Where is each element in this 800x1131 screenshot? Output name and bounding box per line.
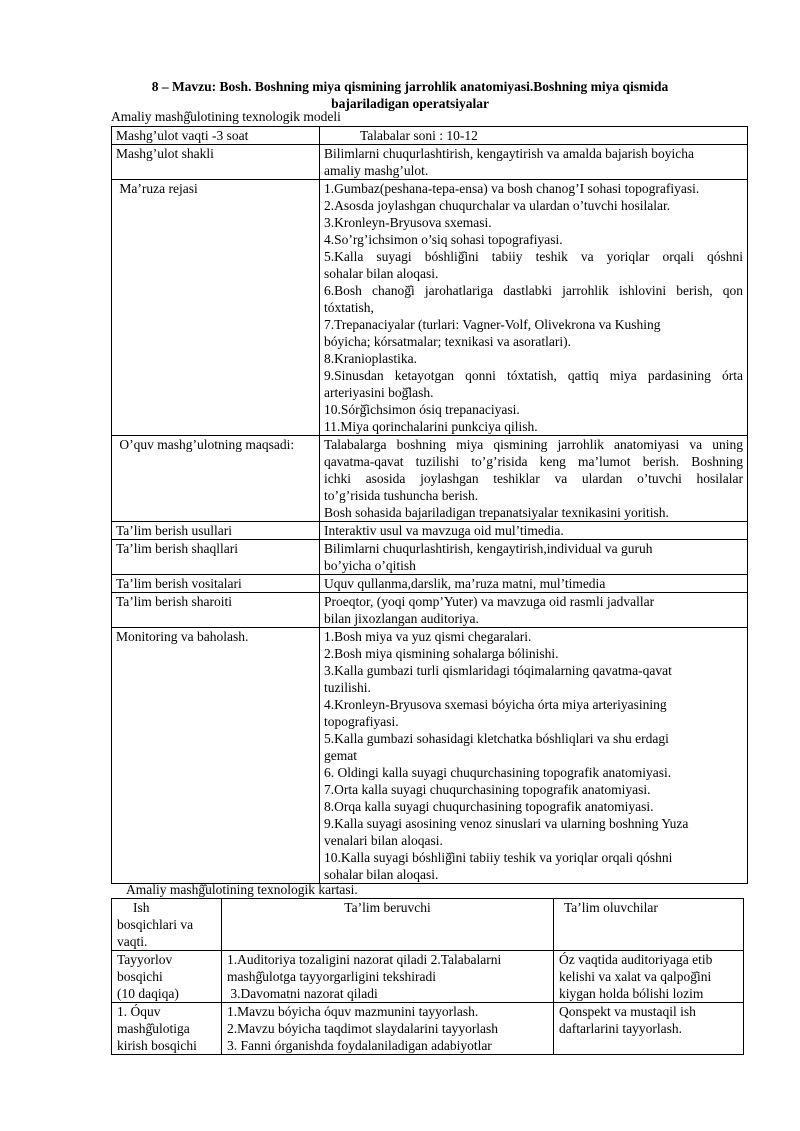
cell-line: Tayyorlov — [117, 952, 173, 967]
cell-line: bosqichi — [117, 969, 163, 984]
table-row — [112, 628, 748, 884]
header-line: bosqichlari va — [117, 917, 194, 932]
content-line: 4.Kronleyn-Bryusova sxemasi bóyicha órta miya arteriyasining — [324, 697, 667, 712]
row-content — [320, 540, 748, 575]
content-line: 5.Kalla gumbazi sohasidagi kletchatka bóshliqlari va shu erdagi — [324, 731, 669, 746]
model-caption: Amaliy mashĝ̂ulotining texnologik modeli — [111, 109, 341, 124]
content-line: gemat — [324, 748, 357, 763]
time-label: Mashg’ulot vaqti -3 soat — [116, 128, 249, 143]
content-line: Uquv qullanma,darslik, ma’ruza matni, mul’timedia — [324, 576, 606, 591]
cell-line: kirish bosqichi — [117, 1038, 197, 1053]
content-line: Bilimlarni chuqurlashtirish, kengaytirish va amalda bajarish boyicha — [324, 146, 695, 161]
table-row — [112, 180, 748, 436]
row-content — [320, 180, 748, 436]
teacher-cell — [222, 1003, 554, 1055]
content-line: tóxtatish, — [324, 300, 374, 315]
cell-line: mashĝ̂ulotiga — [117, 1021, 190, 1036]
content-line: 11.Miya qorinchalarini punkciya qilish. — [324, 419, 538, 434]
header-stage — [112, 899, 222, 951]
header-student — [554, 899, 744, 951]
content-line: ichki asosida joylashgan teshiklar va ulardan o’tuvchi hosilalar — [324, 471, 743, 486]
row-label: O’quv mashg’ulotning maqsadi: — [112, 436, 320, 522]
header-line: vaqti. — [117, 934, 148, 949]
row-label: Ta’lim berish sharoiti — [112, 593, 320, 628]
cell-line: daftarlarini tayyorlash. — [559, 1021, 682, 1036]
table-row — [112, 436, 748, 522]
cell-line: 3.Davomatni nazorat qiladi — [227, 986, 378, 1001]
content-line: Bilimlarni chuqurlashtirish, kengaytirish,individual va guruh — [324, 541, 653, 556]
title-line: bajariladigan operatsiyalar — [331, 96, 489, 111]
content-line: arteriyasini boğ̂lash. — [324, 385, 434, 400]
content-line: to’g’risida tushuncha berish. — [324, 488, 479, 503]
content-line: Bosh sohasida bajariladigan trepanatsiyalar texnikasini yoritish. — [324, 505, 669, 520]
table-row — [112, 540, 748, 575]
content-line: 1.Gumbaz(peshana-tepa-ensa) va bosh chanog’I sohasi topografiyasi. — [324, 181, 700, 196]
content-line: 1.Bosh miya va yuz qismi chegaralari. — [324, 629, 532, 644]
content-line: 10.Sórğ̂ichsimon ósiq trepanaciyasi. — [324, 402, 520, 417]
row-content — [320, 145, 748, 180]
row-label: Mashg’ulot shakli — [112, 145, 320, 180]
table-row — [112, 951, 744, 1003]
cell-line: 1.Mavzu bóyicha óquv mazmunini tayyorlash. — [227, 1004, 479, 1019]
row-label: Monitoring va baholash. — [112, 628, 320, 884]
content-line: qavatma-qavat tuzilishi to’g’risida keng ma’lumot berish. Boshning — [324, 454, 743, 469]
content-line: 2.Asosda joylashgan chuqurchalar va ulardan o’tuvchi hosilalar. — [324, 198, 671, 213]
student-cell — [554, 1003, 744, 1055]
header-teacher — [222, 899, 554, 951]
content-line: bóyicha; kórsatmalar; texnikasi va asoratlari). — [324, 334, 572, 349]
cell-line: Qonspekt va mustaqil ish — [559, 1004, 696, 1019]
row-content — [320, 436, 748, 522]
content-line: 6.Bosh chanoğ̂i jarohatlariga dastlabki jarrohlik ishlovini berish, qon — [324, 283, 743, 298]
cell-line: (10 daqiqa) — [117, 986, 179, 1001]
row-content — [320, 575, 748, 593]
card-caption: Amaliy mashĝ̂ulotining texnologik kartasi. — [126, 882, 358, 897]
content-line: 9.Sinusdan ketayotgan qonni tóxtatish, qattiq miya pardasining órta — [324, 368, 743, 383]
cell-line: kelishi va xalat va qalpoğ̂ini — [559, 969, 712, 984]
row-content — [320, 593, 748, 628]
content-line: bilan jixozlangan auditoriya. — [324, 611, 479, 626]
content-line: 4.So’rg’ichsimon o’siq sohasi topografiyasi. — [324, 232, 563, 247]
content-line: 6. Oldingi kalla suyagi chuqurchasining topografik anatomiyasi. — [324, 765, 672, 780]
header-line: Ta’lim beruvchi — [344, 900, 431, 915]
students-cell — [320, 127, 748, 145]
content-line: 8.Orqa kalla suyagi chuqurchasining topografik anatomiyasi. — [324, 799, 654, 814]
stage-cell — [112, 1003, 222, 1055]
technology-model-table — [111, 126, 748, 884]
content-line: topografiyasi. — [324, 714, 399, 729]
content-line: 3.Kalla gumbazi turli qismlaridagi tóqimalarning qavatma-qavat — [324, 663, 672, 678]
title-line: 8 – Mavzu: Bosh. Boshning miya qismining jarrohlik anatomiyasi.Boshning miya qismida — [151, 79, 669, 94]
content-line: tuzilishi. — [324, 680, 371, 695]
cell-line: 3. Fanni órganishda foydalaniladigan adabiyotlar — [227, 1038, 492, 1053]
content-line: 10.Kalla suyagi bóshliğ̂ini tabiiy teshik va yoriqlar orqali qóshni — [324, 850, 673, 865]
content-line: 7.Orta kalla suyagi chuqurchasining topografik anatomiyasi. — [324, 782, 651, 797]
content-line: 2.Bosh miya qismining sohalarga bólinishi. — [324, 646, 559, 661]
stage-cell — [112, 951, 222, 1003]
content-line: sohalar bilan aloqasi. — [324, 266, 439, 281]
content-line: 5.Kalla suyagi bóshliğ̂ini tabiiy teshik va yoriqlar orqali qóshni — [324, 249, 743, 264]
content-line: 9.Kalla suyagi asosining venoz sinuslari va ularning boshning Yuza — [324, 816, 689, 831]
teacher-cell — [222, 951, 554, 1003]
table-row — [112, 522, 748, 540]
row-content — [320, 522, 748, 540]
header-line: Ta’lim oluvchilar — [564, 900, 658, 915]
row-label: Ta’lim berish shaqllari — [112, 540, 320, 575]
content-line: 3.Kronleyn-Bryusova sxemasi. — [324, 215, 492, 230]
cell-line: 1. Óquv — [117, 1004, 161, 1019]
student-cell — [554, 951, 744, 1003]
technology-card-table — [111, 898, 744, 1055]
row-label: Ta’lim berish usullari — [112, 522, 320, 540]
table-header-row — [112, 899, 744, 951]
content-line: Interaktiv usul va mavzuga oid mul’timedia. — [324, 523, 564, 538]
cell-line: mashĝ̂ulotga tayyorgarligini tekshiradi — [227, 969, 436, 984]
cell-line: kiygan holda bólishi lozim — [559, 986, 704, 1001]
content-line: venalari bilan aloqasi. — [324, 833, 443, 848]
table-row — [112, 575, 748, 593]
cell-line: 2.Mavzu bóyicha taqdimot slaydalarini tayyorlash — [227, 1021, 499, 1036]
students-label: Talabalar soni : 10-12 — [360, 128, 478, 143]
cell-line: Óz vaqtida auditoriyaga etib — [559, 952, 713, 967]
table-row — [112, 593, 748, 628]
content-line: bo’yicha o’qitish — [324, 558, 416, 573]
content-line: 7.Trepanaciyalar (turlari: Vagner-Volf, Olivekrona va Kushing — [324, 317, 661, 332]
time-cell — [112, 127, 320, 145]
cell-line: 1.Auditoriya tozaligini nazorat qiladi 2.Talabalarni — [227, 952, 502, 967]
content-line: sohalar bilan aloqasi. — [324, 867, 439, 882]
content-line: Proeqtor, (yoqi qomp’Yuter) va mavzuga oid rasmli jadvallar — [324, 594, 655, 609]
table-row — [112, 1003, 744, 1055]
table-row — [112, 145, 748, 180]
row-label: Ma’ruza rejasi — [112, 180, 320, 436]
page-title — [100, 78, 720, 112]
row-label: Ta’lim berish vositalari — [112, 575, 320, 593]
content-line: amaliy mashg’ulot. — [324, 163, 429, 178]
header-line: Ish — [133, 900, 150, 915]
table-row — [112, 127, 748, 145]
content-line: 8.Kranioplastika. — [324, 351, 417, 366]
row-content — [320, 628, 748, 884]
content-line: Talabalarga boshning miya qismining jarrohlik anatomiyasi va uning — [324, 437, 743, 452]
